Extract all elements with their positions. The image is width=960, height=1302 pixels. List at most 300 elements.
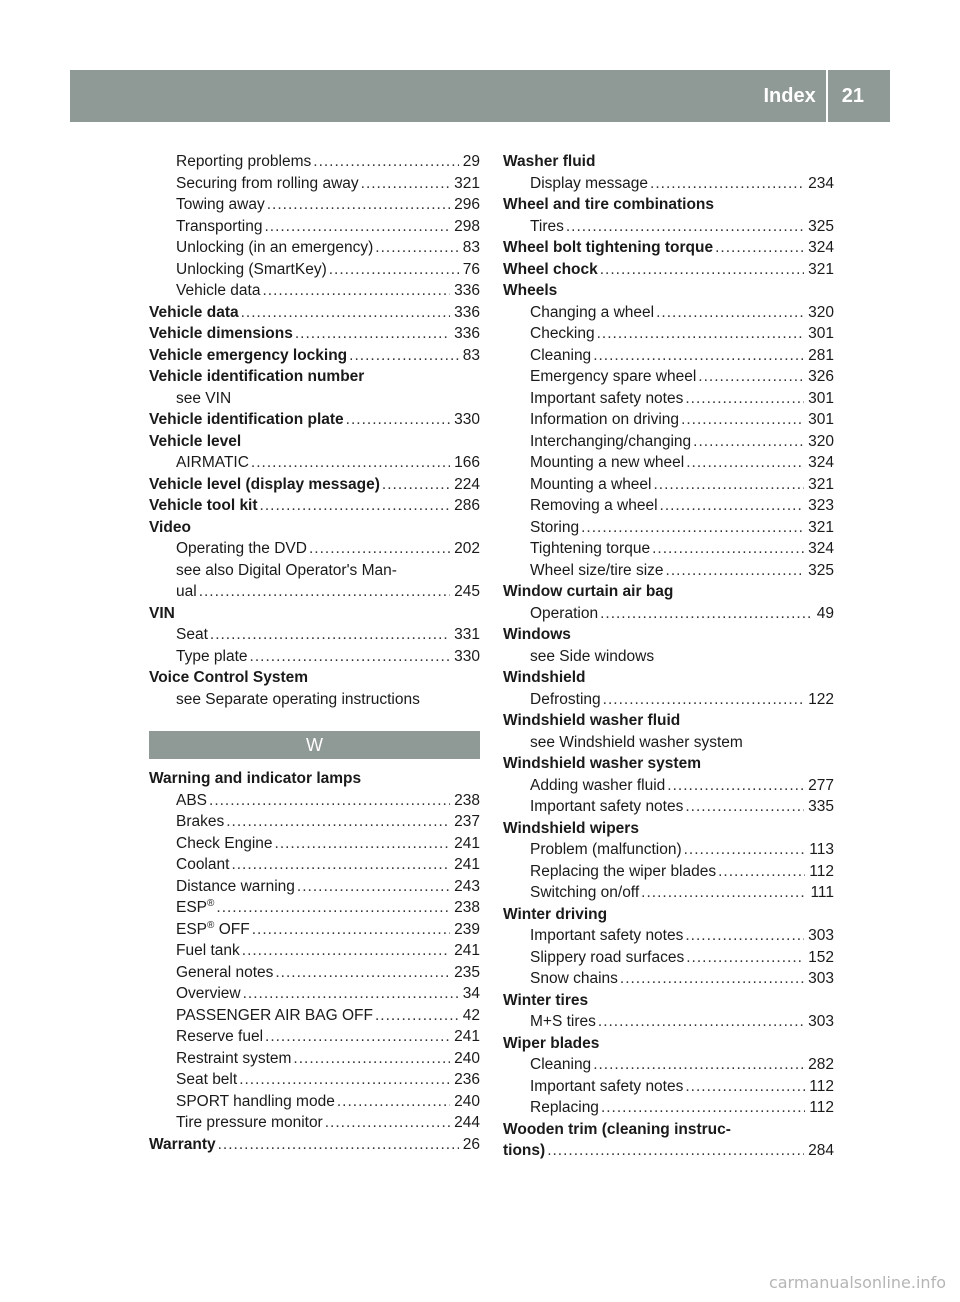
page-reference[interactable]: 330 bbox=[454, 411, 480, 428]
page-reference[interactable]: 320 bbox=[808, 432, 834, 450]
entry-text: Information on driving bbox=[530, 411, 680, 428]
index-entry bbox=[149, 302, 480, 324]
entry-text: Vehicle data bbox=[149, 303, 239, 321]
page-reference[interactable]: 238 bbox=[454, 899, 480, 916]
entry-text: Mounting a new wheel bbox=[530, 454, 685, 471]
entry-text: Warning and indicator lamps bbox=[149, 770, 362, 787]
page-reference[interactable]: 240 bbox=[454, 1092, 480, 1110]
index-subentry bbox=[503, 495, 834, 517]
page-reference[interactable]: 234 bbox=[808, 174, 834, 192]
leader-dots bbox=[715, 237, 804, 259]
index-entry bbox=[149, 517, 480, 539]
page-reference[interactable]: 301 bbox=[808, 325, 834, 342]
index-subentry bbox=[149, 919, 480, 941]
entry-text: Windows bbox=[503, 626, 571, 643]
index-subentry bbox=[503, 431, 834, 453]
entry-text: Mounting a wheel bbox=[530, 475, 652, 493]
page-reference[interactable]: 122 bbox=[808, 690, 834, 708]
leader-dots bbox=[600, 603, 813, 625]
entry-text: Check Engine bbox=[176, 834, 273, 852]
page-reference[interactable]: 335 bbox=[808, 798, 834, 815]
leader-dots bbox=[337, 1091, 450, 1113]
page-reference[interactable]: 324 bbox=[808, 239, 834, 256]
page-reference[interactable]: 298 bbox=[454, 217, 480, 235]
entry-text: Changing a wheel bbox=[530, 303, 655, 321]
index-entry bbox=[503, 624, 834, 646]
entry-text: Storing bbox=[530, 518, 580, 536]
entry-text: Vehicle emergency locking bbox=[149, 346, 348, 364]
entry-text: Vehicle level (display message) bbox=[149, 475, 380, 493]
index-entry bbox=[503, 818, 834, 840]
entry-text: Wheel chock bbox=[503, 260, 598, 278]
leader-dots bbox=[693, 431, 804, 453]
page-header bbox=[70, 70, 890, 122]
page-reference[interactable]: 235 bbox=[454, 963, 480, 981]
entry-text: Wheel size/tire size bbox=[530, 561, 664, 579]
registered-mark: ® bbox=[207, 898, 215, 909]
leader-dots bbox=[226, 811, 450, 833]
entry-text: Important safety notes bbox=[530, 927, 684, 944]
leader-dots bbox=[597, 323, 805, 345]
page-reference[interactable]: 224 bbox=[454, 475, 480, 493]
index-entry bbox=[503, 1119, 834, 1141]
entry-text: Switching on/off bbox=[530, 884, 640, 901]
page-reference[interactable]: 321 bbox=[808, 260, 834, 278]
leader-dots bbox=[250, 646, 451, 668]
leader-dots bbox=[241, 302, 451, 324]
index-entry bbox=[149, 474, 480, 496]
index-entry bbox=[149, 667, 480, 689]
index-entry bbox=[149, 603, 480, 625]
entry-text: ESP® OFF bbox=[176, 919, 250, 938]
leader-dots bbox=[346, 409, 450, 431]
entry-text: Defrosting bbox=[530, 690, 601, 708]
entry-text: ABS bbox=[176, 791, 208, 809]
page-reference[interactable]: 244 bbox=[454, 1114, 480, 1131]
index-subentry bbox=[503, 861, 834, 883]
entry-text: M+S tires bbox=[530, 1013, 596, 1030]
index-subentry bbox=[149, 237, 480, 259]
leader-dots bbox=[295, 323, 450, 345]
entry-text: see also Digital Operator's Man- bbox=[176, 561, 397, 579]
page-reference[interactable]: 321 bbox=[808, 518, 834, 536]
letter-section-heading: W bbox=[149, 731, 480, 759]
index-entry bbox=[503, 667, 834, 689]
index-subentry bbox=[503, 474, 834, 496]
entry-text: PASSENGER AIR BAG OFF bbox=[176, 1006, 373, 1024]
index-entry bbox=[503, 194, 834, 216]
index-entry bbox=[149, 345, 480, 367]
leader-dots bbox=[243, 983, 459, 1005]
page-reference[interactable]: 241 bbox=[454, 942, 480, 959]
index-subentry bbox=[503, 882, 834, 904]
leader-dots bbox=[685, 796, 804, 818]
entry-text: Tire pressure monitor bbox=[176, 1114, 323, 1131]
index-subentry bbox=[149, 897, 480, 919]
page-reference[interactable]: 111 bbox=[810, 884, 834, 901]
page-reference[interactable]: 29 bbox=[462, 153, 480, 170]
section-title: Index bbox=[763, 84, 816, 107]
entry-text: Replacing bbox=[530, 1099, 599, 1116]
entry-text: Unlocking (in an emergency) bbox=[176, 239, 374, 256]
leader-dots bbox=[718, 861, 805, 883]
leader-dots bbox=[264, 216, 450, 238]
page-reference[interactable]: 237 bbox=[454, 813, 480, 830]
leader-dots bbox=[239, 1069, 450, 1091]
entry-text: Coolant bbox=[176, 856, 230, 873]
index-subentry bbox=[503, 560, 834, 582]
page-reference[interactable]: 336 bbox=[454, 303, 480, 321]
leader-dots bbox=[361, 173, 450, 195]
entry-text: Warranty bbox=[149, 1135, 216, 1153]
leader-dots bbox=[667, 775, 804, 797]
leader-dots bbox=[593, 1054, 804, 1076]
index-subentry bbox=[149, 1069, 480, 1091]
index-entry bbox=[149, 1134, 480, 1156]
index-entry bbox=[503, 990, 834, 1012]
leader-dots bbox=[656, 302, 804, 324]
entry-text: Snow chains bbox=[530, 970, 618, 987]
index-subentry bbox=[149, 962, 480, 984]
index-entry bbox=[503, 1140, 834, 1162]
entry-text: SPORT handling mode bbox=[176, 1092, 335, 1110]
leader-dots bbox=[547, 1140, 804, 1162]
page-reference[interactable]: 112 bbox=[809, 1099, 834, 1116]
index-subentry bbox=[149, 811, 480, 833]
index-entry bbox=[503, 753, 834, 775]
page-reference[interactable]: 336 bbox=[454, 282, 480, 299]
page-reference[interactable]: 336 bbox=[454, 325, 480, 342]
page-reference[interactable]: 240 bbox=[454, 1049, 480, 1067]
leader-dots bbox=[666, 560, 805, 582]
index-subentry bbox=[149, 854, 480, 876]
entry-text: Wiper blades bbox=[503, 1034, 600, 1052]
index-entry bbox=[149, 323, 480, 345]
page-reference[interactable]: 303 bbox=[808, 970, 834, 987]
entry-text: Vehicle level bbox=[149, 432, 242, 450]
page-reference[interactable]: 296 bbox=[454, 196, 480, 213]
index-entry bbox=[149, 409, 480, 431]
leader-dots bbox=[210, 624, 450, 646]
leader-dots bbox=[216, 897, 450, 919]
page-reference[interactable]: 325 bbox=[808, 217, 834, 235]
index-subentry bbox=[149, 194, 480, 216]
leader-dots bbox=[593, 345, 804, 367]
entry-text: Removing a wheel bbox=[530, 497, 658, 514]
entry-text: see Separate operating instructions bbox=[176, 690, 420, 708]
page-reference[interactable]: 324 bbox=[808, 540, 834, 557]
index-entry bbox=[503, 581, 834, 603]
entry-text: see Side windows bbox=[530, 647, 655, 665]
page-reference[interactable]: 241 bbox=[454, 856, 480, 873]
leader-dots bbox=[349, 345, 459, 367]
page-reference[interactable]: 325 bbox=[808, 561, 834, 579]
leader-dots bbox=[620, 968, 804, 990]
entry-text: ual bbox=[176, 583, 197, 600]
leader-dots bbox=[598, 1011, 804, 1033]
index-subentry bbox=[149, 560, 480, 582]
index-subentry bbox=[149, 983, 480, 1005]
entry-text: Wheels bbox=[503, 282, 558, 299]
page-reference[interactable]: 42 bbox=[462, 1006, 480, 1024]
index-subentry bbox=[503, 216, 834, 238]
leader-dots bbox=[681, 409, 804, 431]
leader-dots bbox=[654, 474, 805, 496]
entry-text: Vehicle identification number bbox=[149, 368, 365, 385]
entry-text: Washer fluid bbox=[503, 153, 596, 170]
leader-dots bbox=[275, 962, 450, 984]
leader-dots bbox=[650, 173, 804, 195]
entry-text: Type plate bbox=[176, 647, 248, 665]
entry-text: Operating the DVD bbox=[176, 540, 307, 557]
index-subentry bbox=[149, 624, 480, 646]
page-reference[interactable]: 331 bbox=[454, 626, 480, 643]
leader-dots bbox=[252, 919, 450, 941]
entry-text: see Windshield washer system bbox=[530, 733, 743, 751]
entry-text: Tires bbox=[530, 217, 564, 235]
entry-text: Windshield wipers bbox=[503, 819, 639, 837]
index-subentry bbox=[503, 345, 834, 367]
leader-dots bbox=[199, 581, 450, 603]
index-subentry bbox=[149, 833, 480, 855]
page-reference[interactable]: 282 bbox=[808, 1056, 834, 1073]
page-reference[interactable]: 303 bbox=[808, 927, 834, 944]
entry-text: Unlocking (SmartKey) bbox=[176, 260, 327, 278]
entry-text: Seat belt bbox=[176, 1071, 238, 1088]
index-subentry bbox=[503, 925, 834, 947]
leader-dots bbox=[685, 925, 804, 947]
entry-text: Video bbox=[149, 518, 191, 536]
leader-dots bbox=[375, 237, 458, 259]
page-reference[interactable]: 239 bbox=[454, 920, 480, 938]
entry-text: Slippery road surfaces bbox=[530, 948, 685, 966]
leader-dots bbox=[325, 1112, 450, 1134]
leader-dots bbox=[293, 1048, 450, 1070]
index-entry bbox=[503, 151, 834, 173]
index-subentry bbox=[149, 151, 480, 173]
index-subentry bbox=[503, 1011, 834, 1033]
page-reference[interactable]: 301 bbox=[808, 389, 834, 407]
leader-dots bbox=[209, 790, 450, 812]
page-reference[interactable]: 236 bbox=[454, 1071, 480, 1088]
leader-dots bbox=[686, 947, 804, 969]
entry-text: Operation bbox=[530, 604, 599, 622]
entry-text: Cleaning bbox=[530, 346, 592, 364]
entry-text: Wheel and tire combinations bbox=[503, 196, 714, 213]
leader-dots bbox=[375, 1005, 459, 1027]
page-reference[interactable]: 112 bbox=[809, 1077, 834, 1095]
entry-text: Emergency spare wheel bbox=[530, 368, 697, 385]
index-subentry bbox=[503, 689, 834, 711]
page-reference[interactable]: 281 bbox=[808, 346, 834, 364]
index-subentry bbox=[503, 732, 834, 754]
index-subentry bbox=[503, 796, 834, 818]
index-entry bbox=[149, 366, 480, 388]
leader-dots bbox=[313, 151, 458, 173]
index-subentry bbox=[503, 538, 834, 560]
index-subentry bbox=[149, 876, 480, 898]
entry-text: Tightening torque bbox=[530, 540, 651, 557]
index-entry bbox=[503, 259, 834, 281]
entry-text: Reserve fuel bbox=[176, 1028, 264, 1045]
page-reference[interactable]: 323 bbox=[808, 497, 834, 514]
index-subentry bbox=[503, 302, 834, 324]
entry-text: Vehicle dimensions bbox=[149, 325, 293, 342]
index-subentry bbox=[503, 409, 834, 431]
leader-dots bbox=[218, 1134, 459, 1156]
index-subentry bbox=[503, 646, 834, 668]
page-reference[interactable]: 112 bbox=[809, 862, 834, 880]
page-number: 21 bbox=[841, 84, 864, 107]
index-subentry bbox=[503, 603, 834, 625]
index-subentry bbox=[503, 517, 834, 539]
entry-text: Vehicle data bbox=[176, 282, 261, 299]
entry-text: Important safety notes bbox=[530, 1077, 684, 1095]
page-reference[interactable]: 245 bbox=[454, 583, 480, 600]
page-reference[interactable]: 321 bbox=[454, 174, 480, 192]
index-subentry bbox=[503, 1054, 834, 1076]
page-reference[interactable]: 238 bbox=[454, 791, 480, 809]
index-subentry bbox=[503, 839, 834, 861]
index-subentry bbox=[503, 775, 834, 797]
index-column-left bbox=[149, 151, 480, 1155]
leader-dots bbox=[601, 1097, 805, 1119]
page-reference[interactable]: 320 bbox=[808, 303, 834, 321]
index-entry bbox=[149, 431, 480, 453]
page-reference[interactable]: 301 bbox=[808, 411, 834, 428]
leader-dots bbox=[685, 1076, 805, 1098]
entry-text: Wooden trim (cleaning instruc- bbox=[503, 1120, 731, 1138]
leader-dots bbox=[329, 259, 459, 281]
entry-text: ESP® bbox=[176, 898, 215, 916]
index-subentry bbox=[149, 388, 480, 410]
page-reference[interactable]: 49 bbox=[816, 604, 834, 622]
page-reference[interactable]: 26 bbox=[462, 1135, 480, 1153]
entry-text: Important safety notes bbox=[530, 798, 684, 815]
entry-text: Brakes bbox=[176, 813, 225, 830]
leader-dots bbox=[267, 194, 450, 216]
entry-text: General notes bbox=[176, 963, 274, 981]
index-subentry bbox=[503, 323, 834, 345]
entry-text: Windshield washer system bbox=[503, 755, 701, 772]
leader-dots bbox=[566, 216, 804, 238]
entry-text: VIN bbox=[149, 604, 175, 622]
page-reference[interactable]: 166 bbox=[454, 454, 480, 471]
page-reference[interactable]: 277 bbox=[808, 776, 834, 794]
entry-text: Reporting problems bbox=[176, 153, 312, 170]
page-reference[interactable]: 152 bbox=[808, 948, 834, 966]
index-subentry bbox=[503, 1097, 834, 1119]
entry-text: Interchanging/changing bbox=[530, 432, 692, 450]
page-reference[interactable]: 326 bbox=[808, 368, 834, 385]
index-subentry bbox=[149, 1048, 480, 1070]
entry-text: Fuel tank bbox=[176, 942, 240, 959]
index-entry bbox=[503, 710, 834, 732]
index-subentry bbox=[149, 581, 480, 603]
entry-text: Towing away bbox=[176, 196, 265, 213]
index-subentry bbox=[503, 173, 834, 195]
index-column-right bbox=[503, 151, 834, 1162]
leader-dots bbox=[698, 366, 804, 388]
index-subentry bbox=[149, 646, 480, 668]
index-subentry bbox=[149, 280, 480, 302]
page-reference[interactable]: 330 bbox=[454, 647, 480, 665]
index-subentry bbox=[503, 388, 834, 410]
entry-text: Voice Control System bbox=[149, 669, 309, 686]
entry-text: Important safety notes bbox=[530, 389, 684, 407]
entry-text: Seat bbox=[176, 626, 208, 643]
registered-mark: ® bbox=[207, 919, 215, 931]
leader-dots bbox=[382, 474, 450, 496]
index-subentry bbox=[149, 1005, 480, 1027]
index-subentry bbox=[149, 940, 480, 962]
page-reference[interactable]: 303 bbox=[808, 1013, 834, 1030]
leader-dots bbox=[275, 833, 451, 855]
index-subentry bbox=[503, 968, 834, 990]
entry-text: Cleaning bbox=[530, 1056, 592, 1073]
leader-dots bbox=[262, 280, 450, 302]
entry-text: Replacing the wiper blades bbox=[530, 862, 717, 880]
entry-text: AIRMATIC bbox=[176, 454, 249, 471]
entry-text: Checking bbox=[530, 325, 595, 342]
page-reference[interactable]: 83 bbox=[462, 239, 480, 256]
entry-text: Restraint system bbox=[176, 1049, 292, 1067]
entry-text: Problem (malfunction) bbox=[530, 841, 682, 858]
index-subentry bbox=[503, 452, 834, 474]
leader-dots bbox=[652, 538, 804, 560]
page-reference[interactable]: 324 bbox=[808, 454, 834, 471]
index-entry bbox=[149, 495, 480, 517]
page-reference[interactable]: 243 bbox=[454, 877, 480, 895]
index-subentry bbox=[149, 259, 480, 281]
index-subentry bbox=[149, 1112, 480, 1134]
entry-text: Overview bbox=[176, 985, 241, 1002]
leader-dots bbox=[660, 495, 805, 517]
index-subentry bbox=[503, 366, 834, 388]
page-reference[interactable]: 286 bbox=[454, 497, 480, 514]
index-subentry bbox=[149, 452, 480, 474]
entry-text: Adding washer fluid bbox=[530, 776, 666, 794]
page-reference[interactable]: 76 bbox=[462, 260, 480, 278]
index-entry bbox=[503, 280, 834, 302]
page-reference[interactable]: 113 bbox=[809, 841, 834, 858]
page-reference[interactable]: 284 bbox=[808, 1142, 834, 1159]
page-reference[interactable]: 241 bbox=[454, 834, 480, 852]
index-subentry bbox=[149, 1026, 480, 1048]
index-subentry bbox=[149, 216, 480, 238]
entry-text: see VIN bbox=[176, 389, 232, 407]
index-subentry bbox=[149, 790, 480, 812]
entry-text: Wheel bolt tightening torque bbox=[503, 239, 714, 256]
leader-dots bbox=[297, 876, 450, 898]
watermark: carmanualsonline.info bbox=[768, 1273, 946, 1292]
index-subentry bbox=[149, 538, 480, 560]
index-entry bbox=[503, 1033, 834, 1055]
page-reference[interactable]: 241 bbox=[454, 1028, 480, 1045]
page-reference[interactable]: 202 bbox=[454, 540, 480, 557]
leader-dots bbox=[265, 1026, 450, 1048]
page-reference[interactable]: 321 bbox=[808, 475, 834, 493]
index-entry bbox=[503, 904, 834, 926]
index-subentry bbox=[149, 689, 480, 711]
page-reference[interactable]: 34 bbox=[462, 985, 480, 1002]
leader-dots bbox=[684, 839, 806, 861]
leader-dots bbox=[686, 452, 804, 474]
entry-text: Vehicle identification plate bbox=[149, 411, 344, 428]
entry-text: Display message bbox=[530, 174, 649, 192]
leader-dots bbox=[260, 495, 451, 517]
page-reference[interactable]: 83 bbox=[462, 346, 480, 364]
